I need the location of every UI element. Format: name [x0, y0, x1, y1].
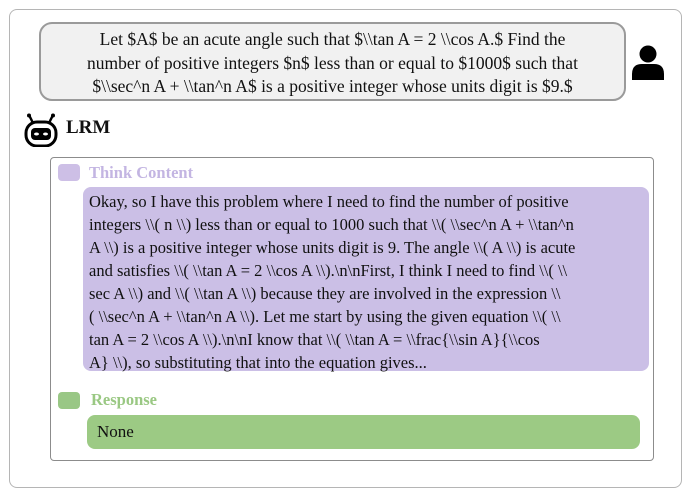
- question-line: $\\sec^n A + \\tan^n A$ is a positive integer whose units digit is $9.$: [92, 76, 573, 96]
- response-text: None: [97, 422, 134, 441]
- question-box: [39, 22, 626, 101]
- question-line: Let $A$ be an acute angle such that $\\tan A = 2 \\cos A.$ Find the: [99, 29, 566, 49]
- think-line: integers \\( n \\) less than or equal to 1000 such that \\( \\sec^n A + \\tan^n: [89, 215, 574, 234]
- think-line: A \\) is a positive integer whose units digit is 9. The angle \\( A \\) is acute: [89, 238, 576, 257]
- think-line: tan A = 2 \\cos A \\).\n\nI know that \\( \\tan A = \\frac{\\sin A}{\\cos: [89, 330, 540, 349]
- think-label: Think Content: [89, 163, 194, 182]
- think-line: A} \\), so substituting that into the equation gives...: [89, 353, 427, 372]
- think-line: sec A \\) and \\( \\tan A \\) because they are involved in the expression \\: [89, 284, 561, 303]
- user-icon: [630, 44, 666, 80]
- think-line: and satisfies \\( \\tan A = 2 \\cos A \\).\n\nFirst, I think I need to find \\( \\: [89, 261, 568, 280]
- think-line: ( \\sec^n A + \\tan^n A \\). Let me start by using the given equation \\( \\: [89, 307, 561, 326]
- model-label: LRM: [66, 117, 111, 138]
- response-box: [87, 415, 640, 449]
- response-label: Response: [91, 390, 158, 409]
- think-marker: [58, 164, 80, 181]
- response-marker: [58, 392, 80, 409]
- think-content-box: [83, 187, 649, 371]
- robot-icon: [24, 113, 58, 147]
- question-line: number of positive integers $n$ less than or equal to $1000$ such that: [87, 52, 578, 73]
- think-line: Okay, so I have this problem where I need to find the number of positive: [89, 192, 569, 211]
